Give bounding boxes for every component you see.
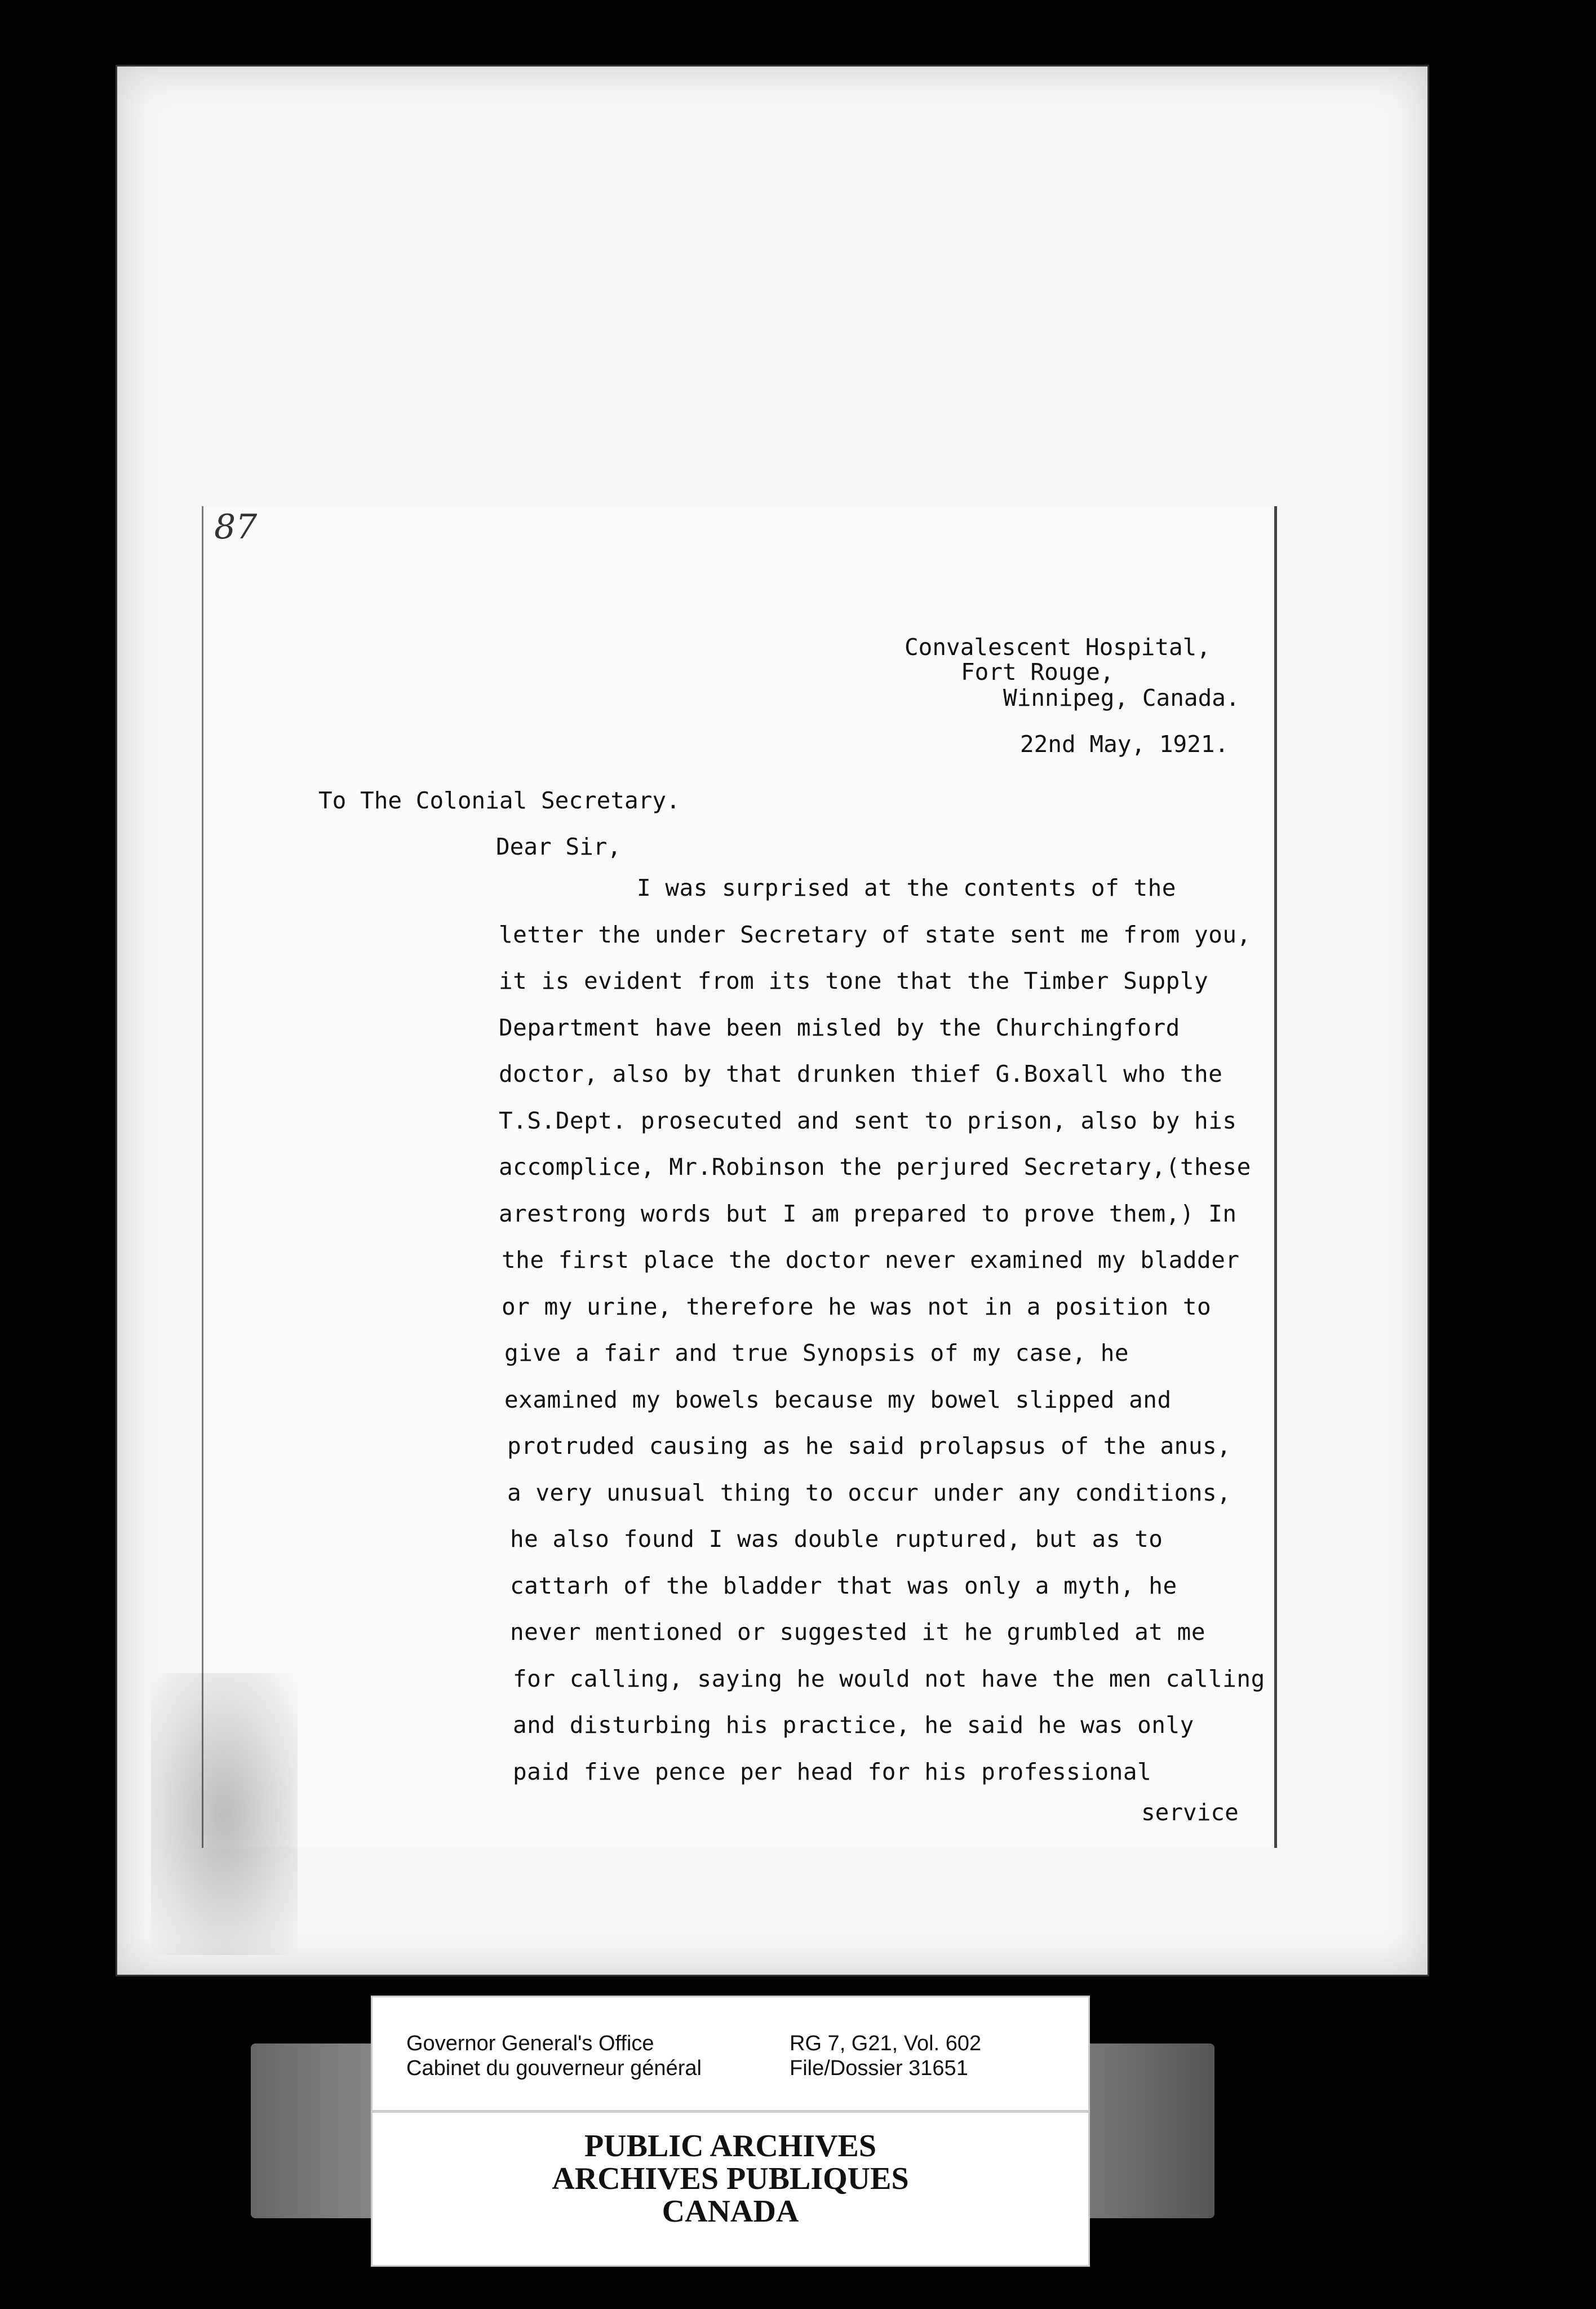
body-line: protruded causing as he said prolapsus of the anus, (507, 1432, 1231, 1459)
body-line: cattarh of the bladder that was only a myth, he (510, 1572, 1177, 1599)
file-number: File/Dossier 31651 (790, 2056, 968, 2080)
office-french: Cabinet du gouverneur général (406, 2056, 702, 2080)
body-line: and disturbing his practice, he said he was only (513, 1711, 1194, 1739)
salutation: Dear Sir, (496, 833, 622, 860)
reference-column (790, 2031, 981, 2081)
catchword: service (1141, 1799, 1239, 1826)
body-line: I was surprised at the contents of the (637, 874, 1176, 901)
body-line: Department have been misled by the Churchingford (499, 1014, 1180, 1041)
stamp-line: ARCHIVES PUBLIQUES (552, 2161, 909, 2196)
body-line: give a fair and true Synopsis of my case, he (504, 1339, 1129, 1366)
body-line: the first place the doctor never examined my bladder (502, 1246, 1240, 1273)
page-smudge (151, 1673, 298, 1955)
body-line: T.S.Dept. prosecuted and sent to prison, also by his (499, 1107, 1237, 1134)
body-line: it is evident from its tone that the Timber Supply (499, 967, 1209, 994)
pencil-annotation: 87 (214, 507, 258, 547)
body-line: examined my bowels because my bowel slipped and (504, 1386, 1172, 1413)
address-line-3: Winnipeg, Canada. (1003, 684, 1240, 711)
body-line: letter the under Secretary of state sent me from you, (499, 921, 1251, 948)
record-group-reference: RG 7, G21, Vol. 602 (790, 2032, 982, 2055)
stamp-line: PUBLIC ARCHIVES (584, 2129, 877, 2164)
body-line: paid five pence per head for his professional (513, 1758, 1152, 1785)
archive-reference-label (371, 1996, 1090, 2112)
public-archives-stamp (371, 2111, 1090, 2267)
office-column (406, 2031, 702, 2081)
stamp-line: CANADA (662, 2194, 799, 2229)
body-line: or my urine, therefore he was not in a position to (502, 1293, 1212, 1320)
body-line: arestrong words but I am prepared to prove them,) In (499, 1200, 1237, 1227)
letter-date: 22nd May, 1921. (1020, 731, 1229, 758)
body-line: never mentioned or suggested it he grumbled at me (510, 1618, 1206, 1646)
body-line: accomplice, Mr.Robinson the perjured Secretary,(these (499, 1153, 1251, 1180)
body-line: for calling, saying he would not have the men calling (513, 1665, 1265, 1692)
body-line: he also found I was double ruptured, but as to (510, 1525, 1163, 1552)
office-english: Governor General's Office (406, 2032, 654, 2055)
recipient-line: To The Colonial Secretary. (318, 787, 680, 814)
address-line-1: Convalescent Hospital, (905, 634, 1211, 661)
body-line: doctor, also by that drunken thief G.Boxall who the (499, 1060, 1223, 1087)
address-line-2: Fort Rouge, (961, 658, 1114, 685)
body-line: a very unusual thing to occur under any conditions, (507, 1479, 1231, 1506)
